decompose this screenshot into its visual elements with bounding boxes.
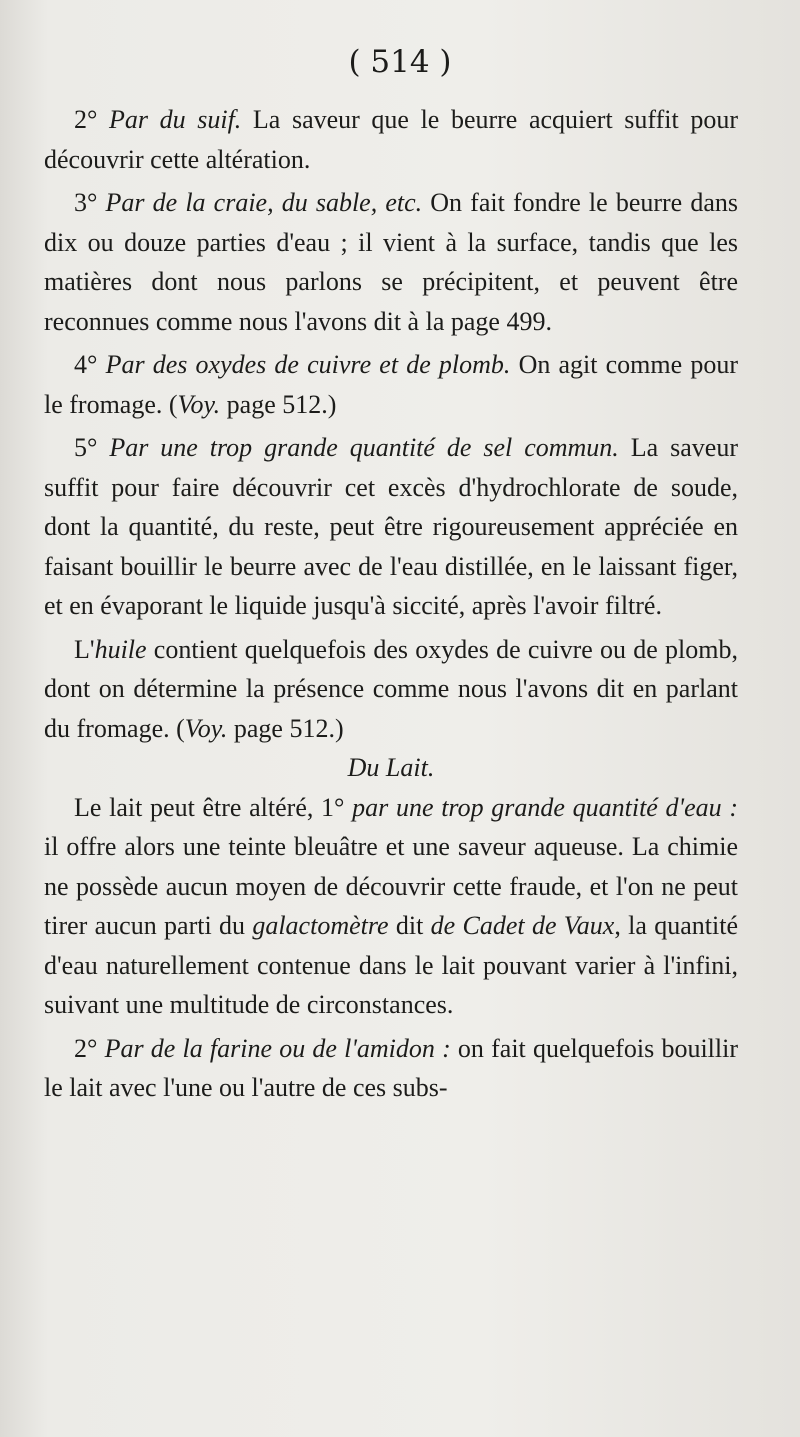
body-text [44,100,738,1108]
paragraph [44,100,738,179]
italic-phrase: Par de la farine ou de l'amidon : [104,1033,451,1063]
paragraph-text: il offre alors une teinte bleuâtre et une saveur aqueuse. La chimie ne possède aucun moyen de découvrir cette fraude, et l'on ne peut tirer aucun parti du [44,832,738,940]
paragraph-text: On fait fondre le beurre dans dix ou douze parties d'eau ; il vient à la surface, tandis que les matières dont nous parlons se précipitent, et peuvent être reconnues comme nous l'avons dit à la page 499. [44,188,738,336]
italic-phrase: Par une trop grande quantité de sel commun. [109,433,619,462]
italic-phrase: Voy. [184,713,228,743]
paragraph-text: page 512.) [227,713,344,743]
paragraph-text: La saveur que le beurre acquiert suffit pour découvrir cette altération. [44,105,738,174]
paragraph-lead: 4° [74,350,106,379]
paragraph [44,345,738,424]
paragraph-text: page 512.) [220,389,337,419]
paragraph-text: , la quantité d'eau naturellement contenue dans le lait pouvant varier à l'infini, suivant une multitude de circonstances. [44,911,739,1019]
italic-phrase: Par du suif. [109,105,242,134]
paragraph [44,630,738,749]
italic-phrase: par une trop grande quantité d'eau : [352,792,738,822]
italic-phrase: de Cadet de Vaux [430,911,615,940]
paragraph-lead: L' [74,634,95,664]
paragraph-text: On agit comme pour le fromage. ( [44,350,738,419]
paragraph-text: on fait quelquefois bouillir le lait avec l'une ou l'autre de ces subs- [44,1033,738,1102]
paragraph [44,1029,738,1108]
italic-phrase: huile [94,634,147,664]
italic-phrase: galactomètre [252,911,389,940]
paragraph [44,788,738,1025]
paragraph-lead: 2° [74,105,110,134]
paragraph [44,428,738,626]
section-heading: Du Lait. [347,753,435,782]
italic-phrase: Par de la craie, du sable, etc. [105,188,423,217]
paragraph-text: contient quelquefois des oxydes de cuivre ou de plomb, dont on détermine la présence comme nous l'avons dit en parlant du fromage. ( [44,634,738,743]
paragraph-lead: Le lait peut être altéré, 1° [74,792,353,822]
italic-phrase: Par des oxydes de cuivre et de plomb. [105,350,511,379]
italic-phrase: Voy. [177,389,221,419]
paragraph-lead: 2° [74,1033,105,1063]
paragraph [44,183,738,341]
paragraph-lead: 3° [74,188,106,217]
paragraph-lead: 5° [74,433,110,462]
paragraph-text: La saveur suffit pour faire découvrir cet excès d'hydrochlorate de soude, dont la quantité, du reste, peut être rigoureusement appréciée en faisant bouillir le beurre avec de l'eau distillée, en le laissant figer, et en évaporant le liquide jusqu'à siccité, après l'avoir filtré. [44,433,738,620]
paragraph-text: dit [388,911,431,940]
page-number: ( 514 ) [348,44,452,80]
